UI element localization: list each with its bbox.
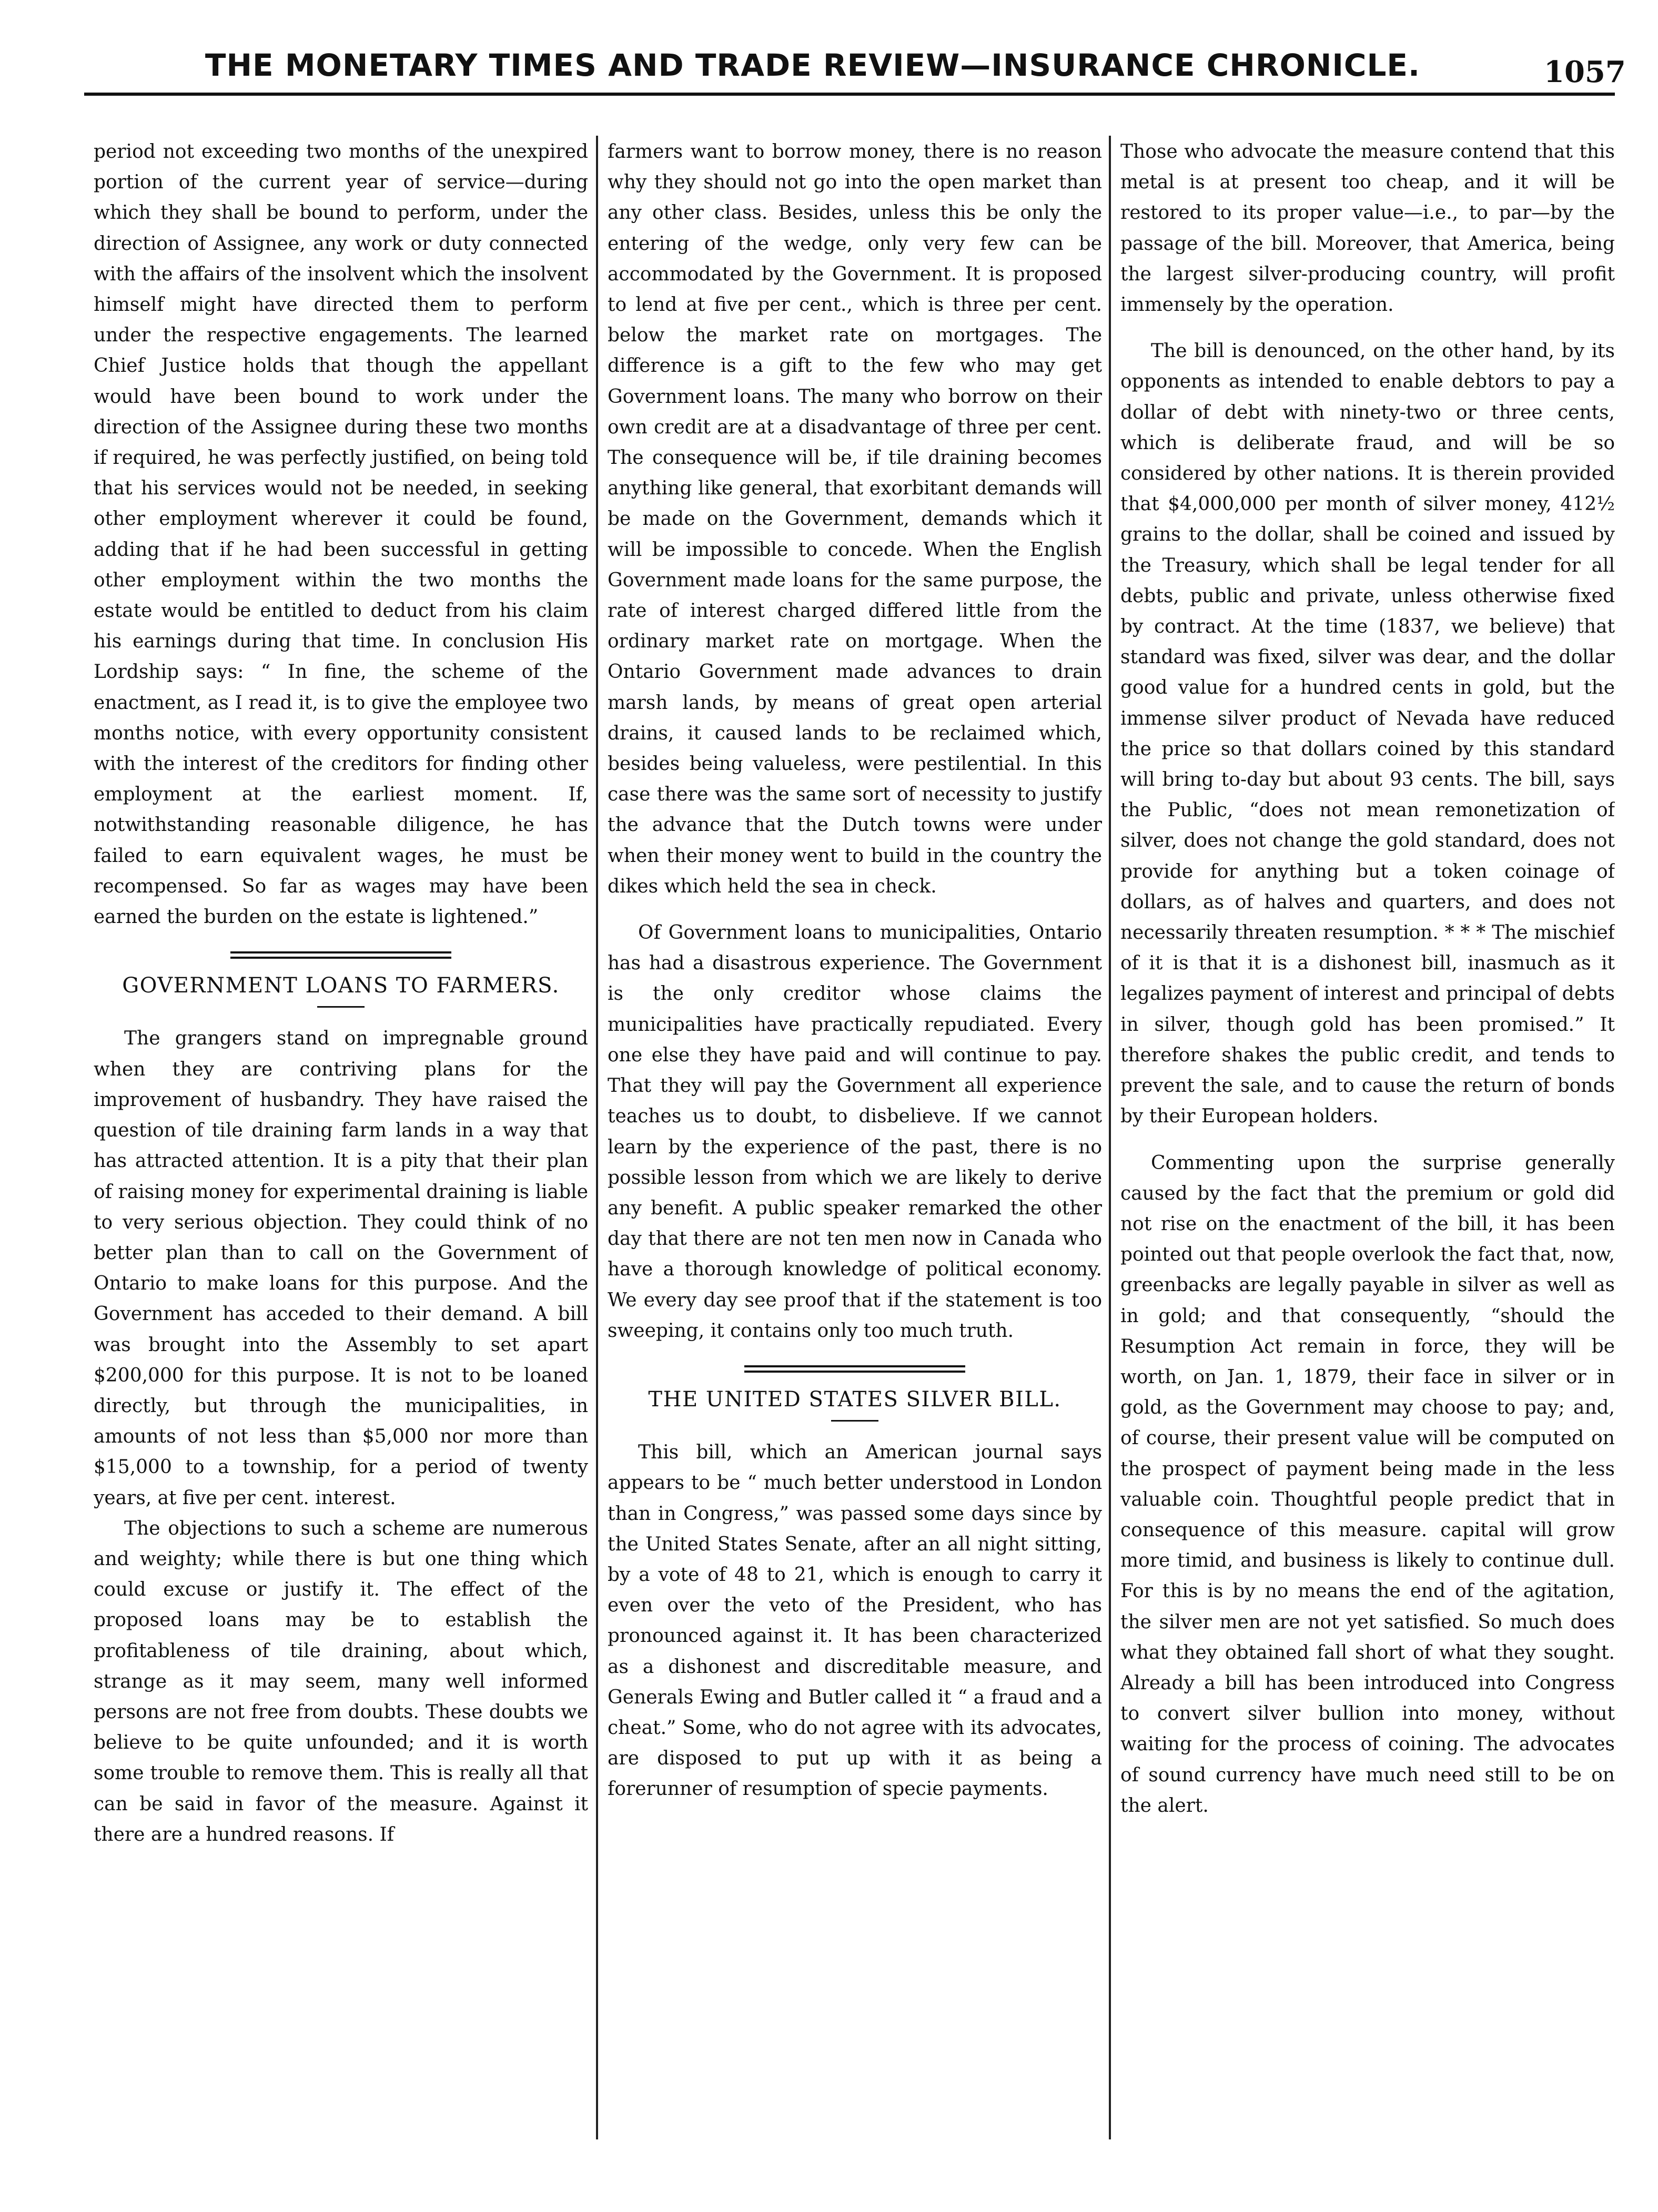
heading-rule xyxy=(831,1420,878,1422)
column-3 xyxy=(1120,137,1615,2140)
article-paragraph: farmers want to borrow money, there is no reason why they should not go into the open market than any other class. Besides, unless this be only the entering of the wedge, only very few can be accommodated by the Government. It is proposed to lend at five per cent., which is three per cent. below the market rate on mortgages. The difference is a gift to the few who may get Government loans. The many who borrow on their own credit are at a disadvantage of three per cent. The consequence will be, if tile draining becomes anything like general, that exorbitant demands will be made on the Government, demands which it will be impossible to concede. When the English Government made loans for the same purpose, the rate of interest charged differed little from the ordinary market rate on mortgage. When the Ontario Government made advances to drain marsh lands, by means of great open arterial drains, it caused lands to be reclaimed which, besides being valueless, were pestilential. In this case there was the same sort of necessity to justify the advance that the Dutch towns were under when their money went to build in the country the dikes which held the sea in check. xyxy=(608,141,1102,897)
section-divider xyxy=(230,951,451,959)
column-divider xyxy=(596,136,598,2139)
article-paragraph: The bill is denounced, on the other hand, by its opponents as intended to enable debtors to pay a dollar of debt with ninety-two or three cents, which is deliberate fraud, and will be so considered by other nations. It is therein provided that $4,000,000 per month of silver money, 412½ grains to the dollar, shall be coined and issued by the Treasury, which shall be legal tender for all debts, public and private, unless otherwise fixed by contract. At the time (1837, we believe) that standard was fixed, silver was dear, and the dollar good value for a hundred cents in gold, but the immense silver product of Nevada have reduced the price so that dollars coined by this standard will bring to-day but about 93 cents. The bill, says the Public, “does not mean remonetization of silver, does not change the gold standard, does not provide for anything but a token coinage of dollars, as of halves and quarters, and does not necessarily threaten resumption. * * * The mischief of it is that it is a dishonest bill, inasmuch as it legalizes payment of interest and principal of debts in silver, though gold has been promised.” It therefore shakes the public credit, and tends to prevent the sale, and to cause the return of bonds by their European holders. xyxy=(1120,340,1615,1128)
column-1 xyxy=(94,137,588,2140)
masthead-title: THE MONETARY TIMES AND TRADE REVIEW—INSURANCE CHRONICLE. xyxy=(205,47,1421,83)
column-2 xyxy=(608,137,1102,2140)
heading-rule xyxy=(317,1006,365,1008)
article-paragraph: Those who advocate the measure contend that this metal is at present too cheap, and it will be restored to its proper value—i.e., to par—by the passage of the bill. Moreover, that America, being the largest silver-producing country, will profit immensely by the operation. xyxy=(1120,141,1615,316)
column-divider xyxy=(1109,136,1111,2139)
page-number: 1057 xyxy=(1544,55,1626,89)
section-heading: GOVERNMENT LOANS TO FARMERS. xyxy=(122,973,560,998)
section-heading: THE UNITED STATES SILVER BILL. xyxy=(648,1387,1061,1412)
article-paragraph: This bill, which an American journal says appears to be “ much better understood in London than in Congress,” was passed some days since by the United States Senate, after an all night sitting, by a vote of 48 to 21, which is enough to carry it even over the veto of the President, who has pronounced against it. It has been characterized as a dishonest and discreditable measure, and Generals Ewing and Butler called it “ a fraud and a cheat.” Some, who do not agree with its advocates, are disposed to put up with it as being a forerunner of resumption of specie payments. xyxy=(608,1442,1102,1800)
header-rule xyxy=(84,93,1615,96)
section-divider xyxy=(744,1365,965,1373)
article-paragraph: Commenting upon the surprise generally caused by the fact that the premium or gold did not rise on the enactment of the bill, it has been pointed out that people overlook the fact that, now, greenbacks are legally payable in silver as well as in gold; and that consequently, “should the Resumption Act remain in force, they will be worth, on Jan. 1, 1879, their face in silver or in gold, as the Government may choose to pay; and, of course, their present value will be computed on the prospect of payment being made in the less valuable coin. Thoughtful people predict that in consequence of this measure. capital will grow more timid, and business is likely to continue dull. For this is by no means the end of the agitation, the silver men are not yet satisfied. So much does what they obtained fall short of what they sought. Already a bill has been introduced into Congress to convert silver bullion into money, without waiting for the process of coining. The advocates of sound currency have much need still to be on the alert. xyxy=(1120,1152,1615,1817)
article-paragraph: The grangers stand on impregnable ground when they are contriving plans for the improvement of husbandry. They have raised the question of tile draining farm lands in a way that has attracted attention. It is a pity that their plan of raising money for experimental draining is liable to very serious objection. They could think of no better plan than to call on the Government of Ontario to make loans for this purpose. And the Government has acceded to their demand. A bill was brought into the Assembly to set apart $200,000 for this purpose. It is not to be loaned directly, but through the municipalities, in amounts of not less than $5,000 nor more than $15,000 to a township, for a period of twenty years, at five per cent. interest. xyxy=(94,1028,588,1509)
article-paragraph: The objections to such a scheme are numerous and weighty; while there is but one thing which could excuse or justify it. The effect of the proposed loans may be to establish the profitableness of tile draining, about which, strange as it may seem, many well informed persons are not free from doubts. These doubts we believe to be quite unfounded; and it is worth some trouble to remove them. This is really all that can be said in favor of the measure. Against it there are a hundred reasons. If xyxy=(94,1517,588,1845)
article-paragraph: period not exceeding two months of the unexpired portion of the current year of service—during which they shall be bound to perform, under the direction of Assignee, any work or duty connected with the affairs of the insolvent which the insolvent himself might have directed them to perform under the respective engagements. The learned Chief Justice holds that though the appellant would have been bound to work under the direction of the Assignee during these two months if required, he was perfectly justified, on being told that his services would not be needed, in seeking other employment wherever it could be found, adding that if he had been successful in getting other employment within the two months the estate would be entitled to deduct from his claim his earnings during that time. In conclusion His Lordship says: “ In fine, the scheme of the enactment, as I read it, is to give the employee two months notice, with every opportunity consistent with the interest of the creditors for finding other employment at the earliest moment. If, notwithstanding reasonable diligence, he has failed to earn equivalent wages, he must be recompensed. So far as wages may have been earned the burden on the estate is lightened.” xyxy=(94,141,588,928)
article-paragraph: Of Government loans to municipalities, Ontario has had a disastrous experience. The Government is the only creditor whose claims the municipalities have practically repudiated. Every one else they have paid and will continue to pay. That they will pay the Government all experience teaches us to doubt, to disbelieve. If we cannot learn by the experience of the past, there is no possible lesson from which we are likely to derive any benefit. A public speaker remarked the other day that there are not ten men now in Canada who have a thorough knowledge of political economy. We every day see proof that if the statement is too sweeping, it contains only too much truth. xyxy=(608,922,1102,1342)
